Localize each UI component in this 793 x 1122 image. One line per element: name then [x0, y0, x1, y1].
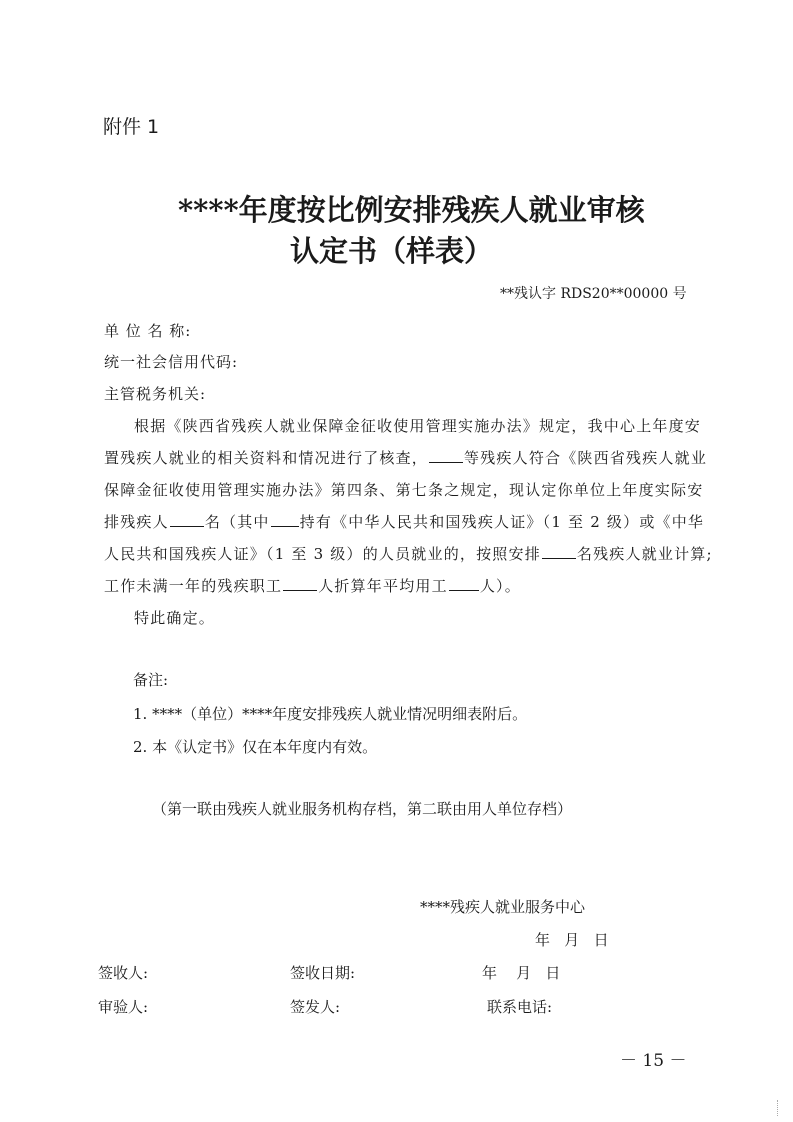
credit-code-label: 统一社会信用代码:: [104, 353, 239, 371]
body-line-6: [104, 575, 521, 596]
issuer-name: ****残疾人就业服务中心: [420, 898, 586, 916]
attachment-label: 附件 1: [103, 116, 160, 138]
body-line-4: [104, 511, 704, 532]
tax-authority-label: 主管税务机关:: [104, 385, 207, 403]
body-line-1: 根据《陕西省残疾人就业保障金征收使用管理实施办法》规定，我中心上年度安: [134, 417, 702, 435]
document-title-line1: ****年度按比例安排残疾人就业审核: [178, 193, 645, 227]
scan-edge-mark: [777, 1100, 779, 1116]
blank-field: [429, 448, 463, 463]
unit-name-label: 单 位 名 称:: [104, 322, 192, 340]
notes-label: 备注:: [133, 671, 169, 689]
issuer-person-label: 签发人:: [290, 998, 341, 1016]
reviewer-label: 审验人:: [98, 998, 149, 1016]
receive-date-value: 年 月 日: [482, 964, 561, 982]
confirm-text: 特此确定。: [134, 609, 216, 627]
body-line-6c: 人）。: [479, 577, 521, 595]
blank-field: [283, 576, 317, 591]
body-line-4b: 名（其中: [204, 513, 270, 531]
blank-field: [271, 512, 299, 527]
body-line-2b: 等残疾人符合《陕西省残疾人就业: [464, 449, 708, 467]
note-item-1: 1. ****（单位）****年度安排残疾人就业情况明细表附后。: [133, 705, 528, 723]
body-line-6b: 人折算年平均用工: [318, 577, 448, 595]
body-line-4c: 持有《中华人民共和国残疾人证》（1 至 2 级）或《中华: [299, 513, 705, 531]
body-line-4a: 排残疾人: [104, 513, 169, 531]
note-item-2: 2. 本《认定书》仅在本年度内有效。: [133, 738, 378, 756]
blank-field: [170, 512, 204, 527]
page-number: － 15 －: [620, 1051, 687, 1071]
issuer-date: 年 月 日: [535, 931, 609, 949]
body-line-5a: 人民共和国残疾人证》（1 至 3 级）的人员就业的，按照安排: [104, 545, 541, 563]
receive-date-label: 签收日期:: [290, 964, 356, 982]
blank-field: [542, 544, 576, 559]
document-number: **残认字 RDS20**00000 号: [500, 286, 687, 302]
archive-note: （第一联由残疾人就业服务机构存档，第二联由用人单位存档）: [152, 800, 573, 818]
body-line-2a: 置残疾人就业的相关资料和情况进行了核查，: [104, 449, 429, 467]
body-line-2: [104, 447, 707, 468]
receiver-label: 签收人:: [98, 964, 149, 982]
phone-label: 联系电话:: [487, 998, 553, 1016]
body-line-5: [104, 543, 713, 564]
body-line-6a: 工作未满一年的残疾职工: [104, 577, 283, 595]
document-title-line2: 认定书（样表）: [290, 234, 494, 268]
blank-field: [449, 576, 479, 591]
body-line-5b: 名残疾人就业计算;: [576, 545, 713, 563]
body-line-3: 保障金征收使用管理实施办法》第四条、第七条之规定，现认定你单位上年度实际安: [104, 481, 704, 499]
